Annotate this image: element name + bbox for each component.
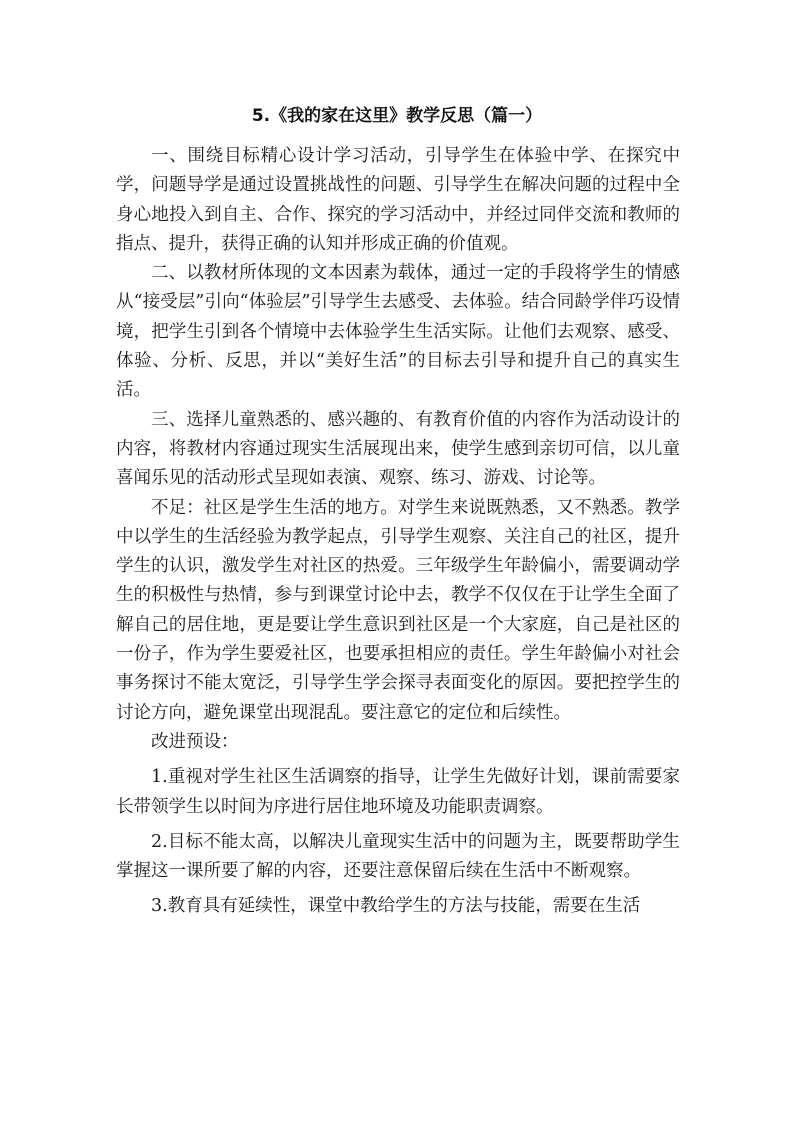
paragraph-content-selection: 三、选择儿童熟悉的、感兴趣的、有教育价值的内容作为活动设计的内容，将教材内容通过现实生活展现出来，使学生感到亲切可信，以儿童喜闻乐见的活动形式呈现如表演、观察、练习、游戏、讨论等。 bbox=[116, 409, 680, 489]
paragraph-improvement-2: 2.目标不能太高，以解决儿童现实生活中的问题为主，既要帮助学生掌握这一课所要了解的内容，还要注意保留后续在生活中不断观察。 bbox=[116, 831, 680, 882]
document-body bbox=[116, 142, 680, 922]
paragraph-improvement-1: 1.重视对学生社区生活调察的指导，让学生先做好计划，课前需要家长带领学生以时间为序进行居住地环境及功能职责调察。 bbox=[116, 767, 680, 817]
paragraph-improvement-heading: 改进预设： bbox=[151, 731, 239, 752]
paragraph-improvement-3: 3.教育具有延续性，课堂中教给学生的方法与技能，需要在生活 bbox=[151, 896, 641, 917]
paragraph-emotion-experience: 二、以教材所体现的文本因素为载体，通过一定的手段将学生的情感从“接受层”引向“体验层”引导学生去感受、去体验。结合同龄学伴巧设情境，把学生引到各个情境中去体验学生生活实际。让他们去观察、感受、体验、分析、反思，并以“美好生活”的目标去引导和提升自己的真实生活。 bbox=[116, 263, 680, 401]
document-title: 5.《我的家在这里》教学反思（篇一） bbox=[251, 106, 543, 126]
paragraph-goal-design: 一、围绕目标精心设计学习活动，引导学生在体验中学、在探究中学，问题导学是通过设置挑战性的问题、引导学生在解决问题的过程中全身心地投入到自主、合作、探究的学习活动中，并经过同伴交流和教师的指点、提升，获得正确的认知并形成正确的价值观。 bbox=[116, 146, 680, 254]
paragraph-shortcomings: 不足：社区是学生生活的地方。对学生来说既熟悉，又不熟悉。教学中以学生的生活经验为教学起点，引导学生观察、关注自己的社区，提升学生的认识，激发学生对社区的热爱。三年级学生年龄偏小，需要调动学生的积极性与热情，参与到课堂讨论中去，教学不仅仅在于让学生全面了解自己的居住地，更是要让学生意识到社区是一个大家庭，自己是社区的一份子，作为学生要爱社区，也要承担相应的责任。学生年龄偏小对社会事务探讨不能太宽泛，引导学生学会探寻表面变化的原因。要把控学生的讨论方向，避免课堂出现混乱。要注意它的定位和后续性。 bbox=[116, 497, 680, 723]
